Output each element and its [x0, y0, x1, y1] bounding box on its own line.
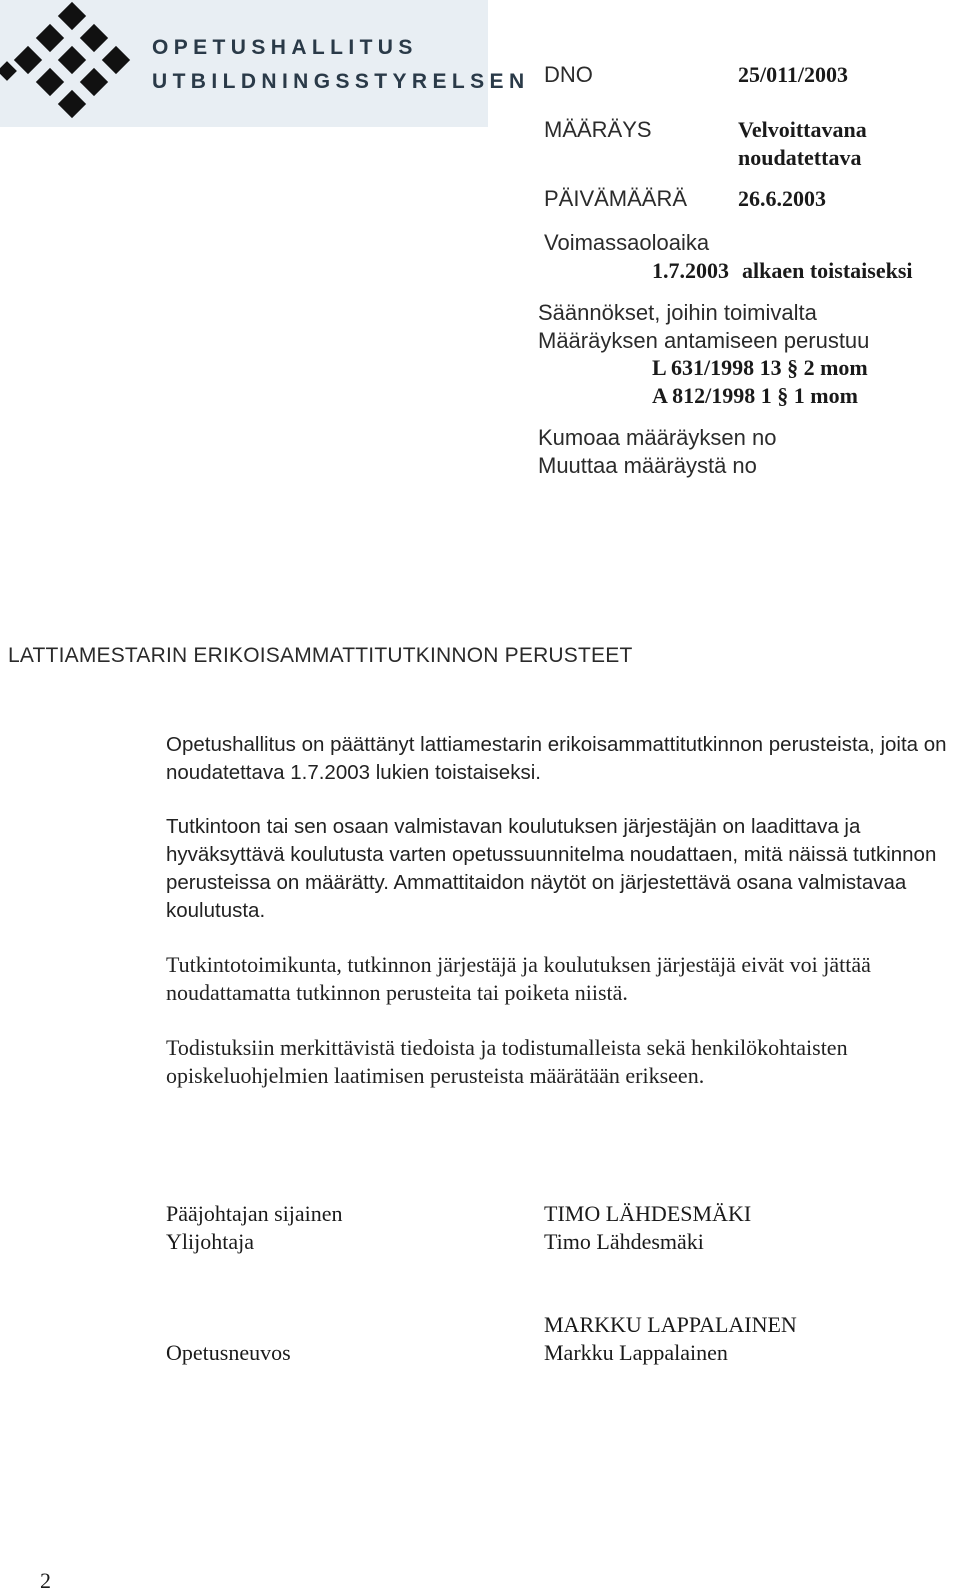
rules-label-1: Säännökset, joihin toimivalta	[538, 300, 817, 325]
paragraph-curriculum: Tutkintoon tai sen osaan valmistavan koulutuksen järjestäjän on laadittava ja hyväksyttävä koulutusta varten opetussuunnitelma noudattaen, mitä näissä tutkinnon perusteissa on määrätty. Ammattitaidon näytöt on järjestettävä osana valmistavaa koulutusta.	[166, 815, 937, 922]
logo-diamond-icon	[0, 0, 150, 127]
signer-2-role: Opetusneuvos	[166, 1340, 291, 1365]
signer-2-name-caps: MARKKU LAPPALAINEN	[544, 1312, 797, 1337]
date-label: PÄIVÄMÄÄRÄ	[544, 186, 688, 211]
signer-1-role-a: Pääjohtajan sijainen	[166, 1201, 343, 1226]
logo-text-fi: OPETUSHALLITUS	[152, 36, 418, 59]
signer-1-name: Timo Lähdesmäki	[544, 1229, 704, 1254]
logo-text-sv: UTBILDNINGSSTYRELSEN	[152, 70, 530, 93]
maarays-value-1: Velvoittavana	[738, 117, 867, 142]
dno-label: DNO	[544, 62, 593, 87]
validity-value-1: 1.7.2003	[652, 258, 729, 283]
logo	[0, 0, 530, 127]
validity-value-2: alkaen toistaiseksi	[742, 258, 913, 283]
signer-2-name: Markku Lappalainen	[544, 1340, 728, 1365]
validity-label: Voimassaoloaika	[544, 230, 710, 255]
rules-label-2: Määräyksen antamiseen perustuu	[538, 328, 870, 353]
document-title: LATTIAMESTARIN ERIKOISAMMATTITUTKINNON PERUSTEET	[8, 644, 633, 667]
signer-1-name-caps: TIMO LÄHDESMÄKI	[544, 1201, 752, 1226]
dno-value: 25/011/2003	[738, 62, 849, 87]
signer-1-role-b: Ylijohtaja	[166, 1229, 254, 1254]
revokes-label: Kumoaa määräyksen no	[538, 425, 777, 450]
amends-label: Muuttaa määräystä no	[538, 453, 757, 478]
paragraph-compliance: Tutkintotoimikunta, tutkinnon järjestäjä ja koulutuksen järjestäjä eivät voi jättää noudattamatta tutkinnon perusteita tai poiketa niistä.	[166, 952, 871, 1005]
paragraph-certificates: Todistuksiin merkittävistä tiedoista ja todistumalleista sekä henkilökohtaisten opiskeluohjelmien laatimisen perusteista määrätään erikseen.	[166, 1035, 848, 1088]
rule-decree: A 812/1998 1 § 1 mom	[652, 383, 858, 408]
rule-law: L 631/1998 13 § 2 mom	[652, 355, 868, 380]
date-value: 26.6.2003	[738, 186, 826, 211]
maarays-value-2: noudatettava	[738, 145, 862, 170]
paragraph-decision: Opetushallitus on päättänyt lattiamestarin erikoisammattitutkinnon perusteista, joita on noudatettava 1.7.2003 lukien toistaiseksi.	[166, 733, 947, 784]
page-number: 2	[40, 1568, 51, 1593]
maarays-label: MÄÄRÄYS	[544, 117, 652, 142]
